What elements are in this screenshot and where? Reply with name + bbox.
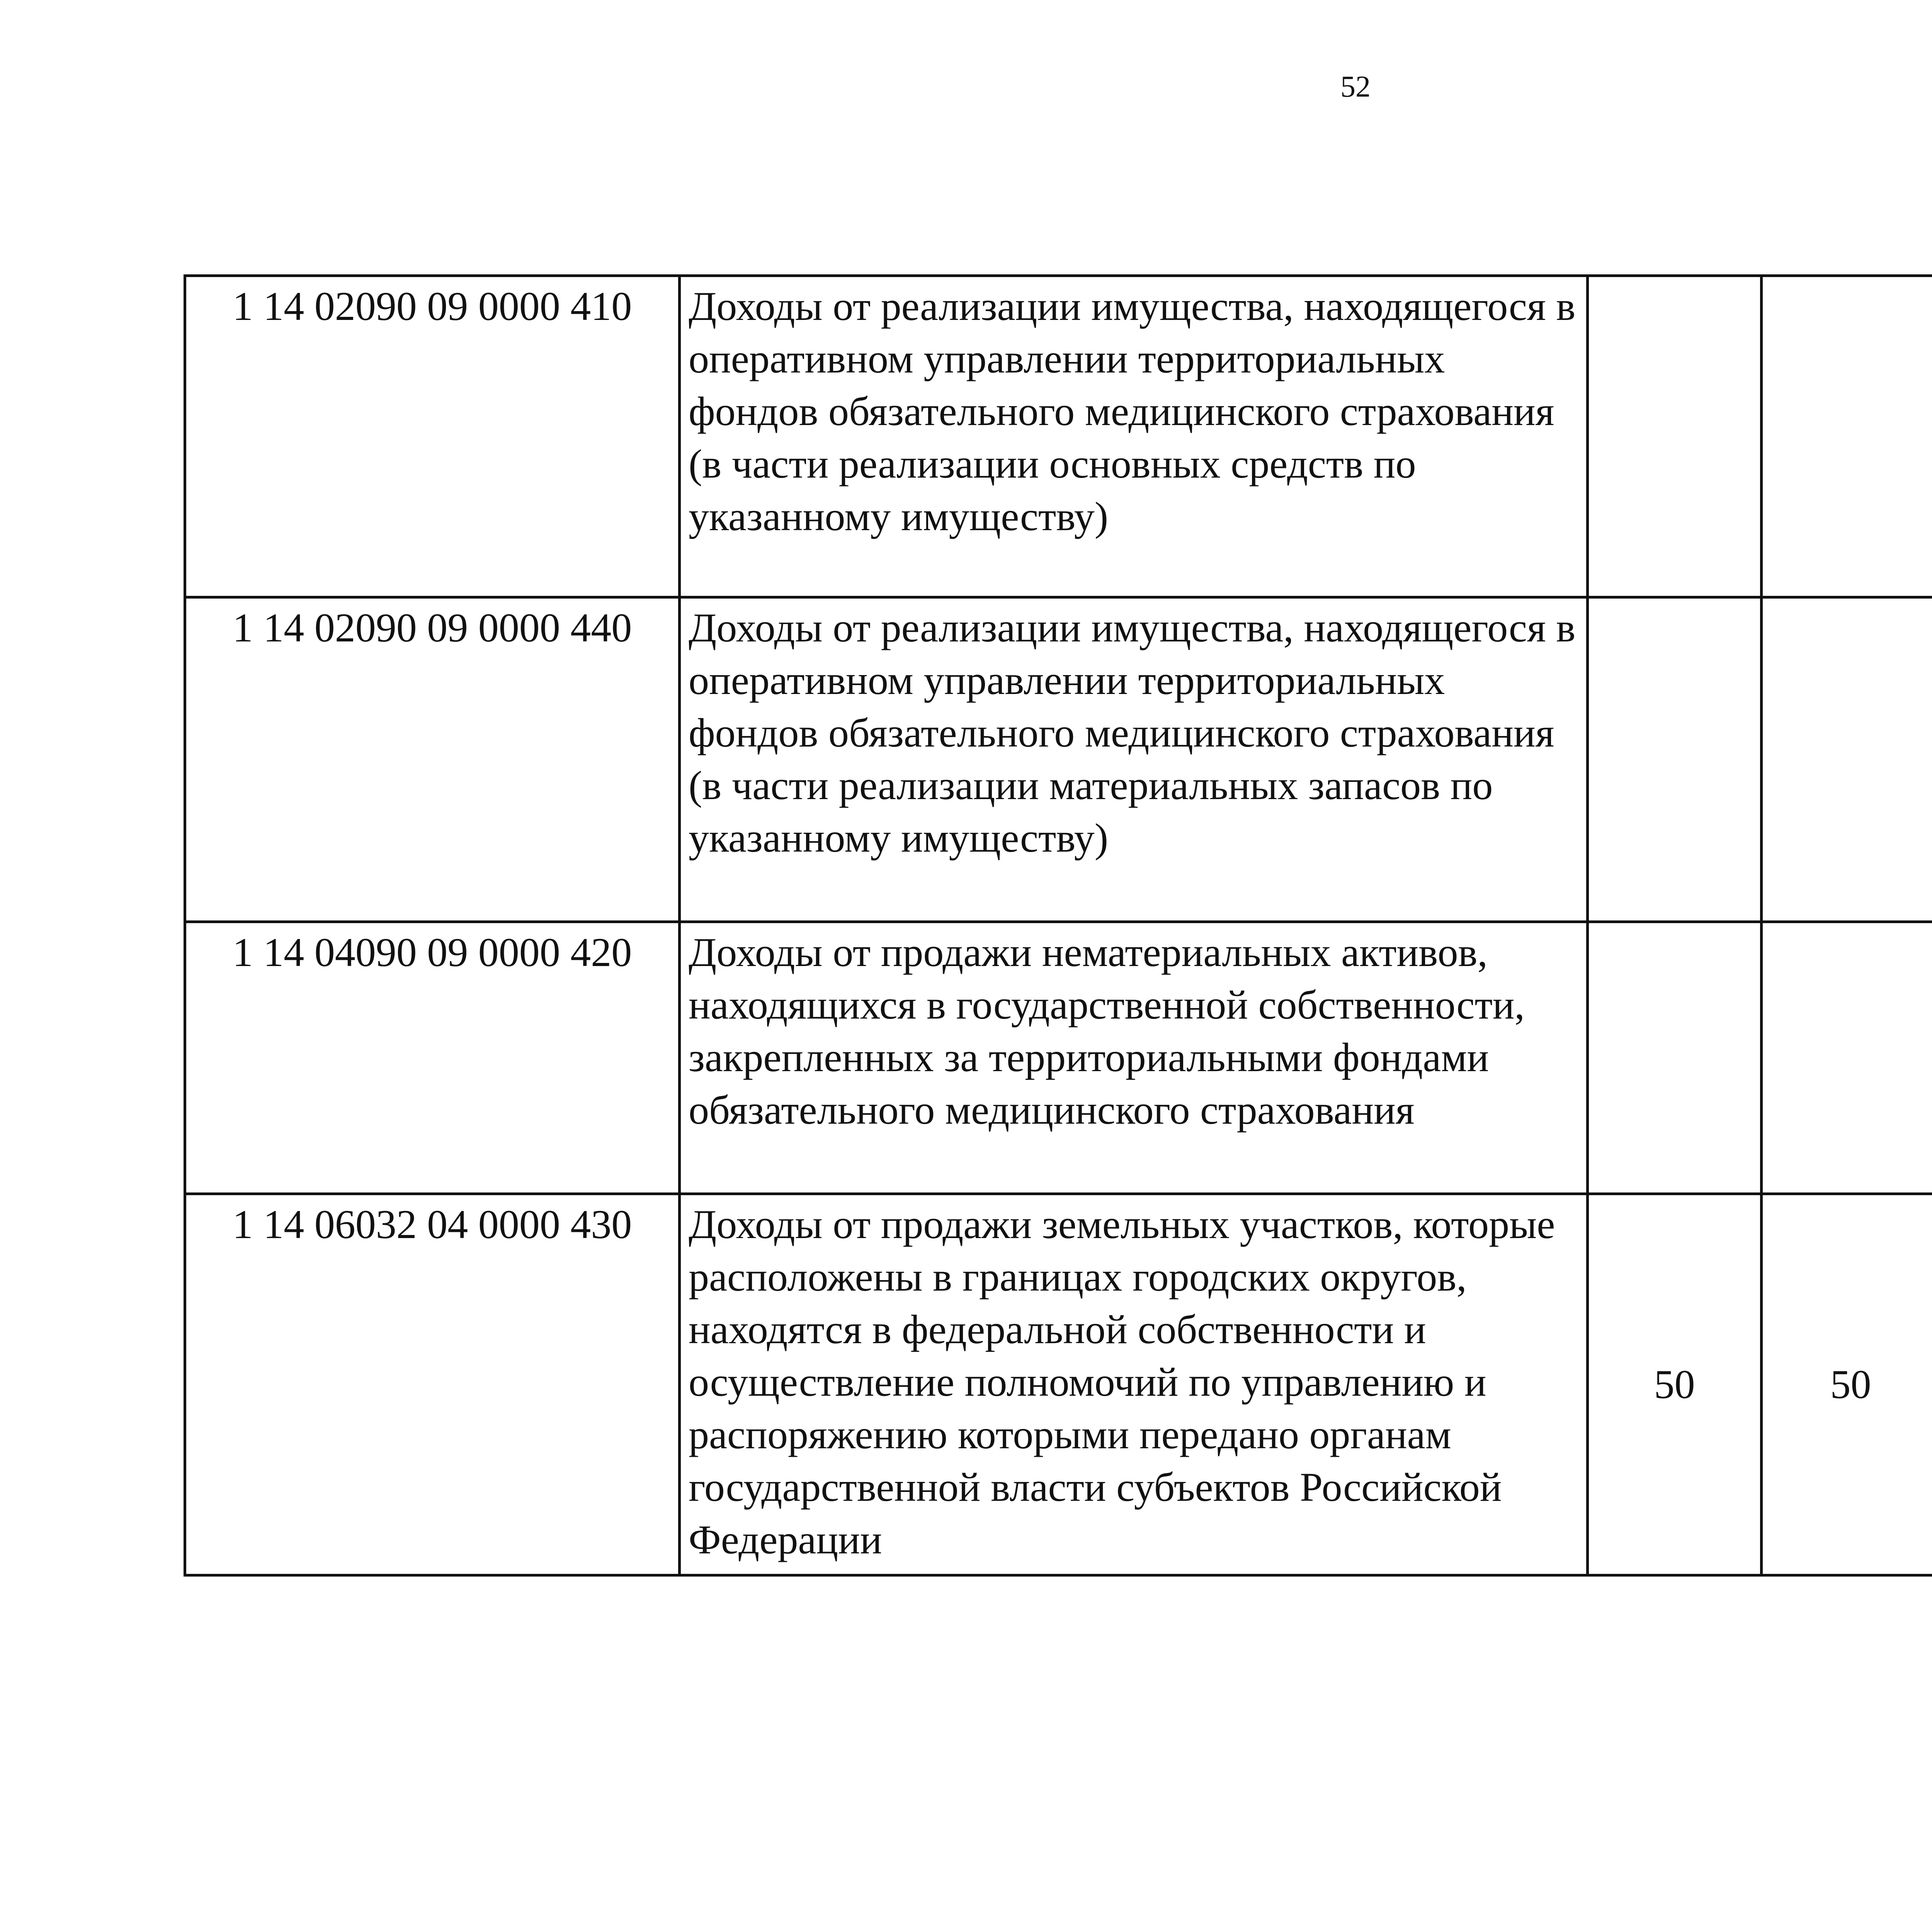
revenue-code: 1 14 06032 04 0000 430	[185, 1194, 680, 1575]
revenue-code: 1 14 04090 09 0000 420	[185, 922, 680, 1194]
share-column-2: 50	[1762, 1194, 1932, 1575]
table-row	[185, 1194, 1932, 1575]
revenue-code: 1 14 02090 09 0000 440	[185, 597, 680, 922]
share-column-2	[1762, 922, 1932, 1194]
revenue-description: Доходы от продажи нематериальных активов, находящихся в государственной собственности, закрепленных за территориальными фондами обязательного медицинского страхования	[680, 922, 1588, 1194]
revenue-code: 1 14 02090 09 0000 410	[185, 276, 680, 597]
share-column-1	[1588, 276, 1762, 597]
revenue-description: Доходы от продажи земельных участков, которые расположены в границах городских округов, находятся в федеральной собственности и осуществление полномочий по управлению и распоряжению которыми передано органам государственной власти субъектов Российской Федерации	[680, 1194, 1588, 1575]
table-row	[185, 597, 1932, 922]
table-row	[185, 922, 1932, 1194]
revenue-description: Доходы от реализации имущества, находящегося в оперативном управлении территориальных фондов обязательного медицинского страхования (в части реализации основных средств по указанному имуществу)	[680, 276, 1588, 597]
share-column-2	[1762, 276, 1932, 597]
revenue-distribution-table	[184, 274, 1932, 1577]
share-column-2	[1762, 597, 1932, 922]
table-row	[185, 276, 1932, 597]
share-column-1	[1588, 922, 1762, 1194]
share-column-1: 50	[1588, 1194, 1762, 1575]
revenue-description: Доходы от реализации имущества, находящегося в оперативном управлении территориальных фондов обязательного медицинского страхования (в части реализации материальных запасов по указанному имуществу)	[680, 597, 1588, 922]
share-column-1	[1588, 597, 1762, 922]
page-number: 52	[1340, 70, 1371, 103]
